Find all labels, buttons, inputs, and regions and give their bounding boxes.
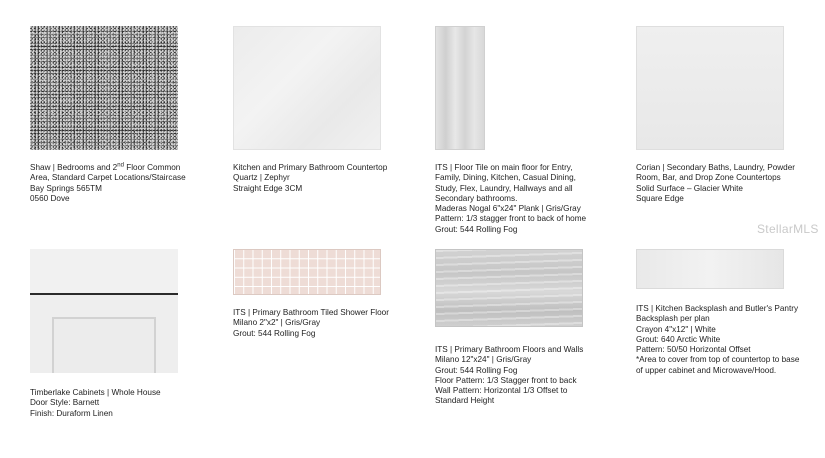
caption-line: Milano 12"x24" | Gris/Gray (435, 355, 532, 365)
caption-line: Shaw | Bedrooms and 2nd Floor Common (30, 162, 181, 172)
caption-line: Family, Dining, Kitchen, Casual Dining, (435, 173, 576, 183)
backsplash-tile-swatch (636, 249, 784, 289)
caption-line: Backsplash per plan (636, 314, 710, 324)
caption-line: Door Style: Barnett (30, 398, 100, 408)
quartz-countertop-swatch (233, 26, 381, 150)
cabinet-door-panel (52, 317, 156, 373)
caption-line: Straight Edge 3CM (233, 183, 303, 193)
caption-line: *Area to cover from top of countertop to base (636, 355, 800, 365)
corian-caption (636, 163, 795, 204)
caption-line: Grout: 544 Rolling Fog (435, 224, 518, 234)
caption-line: Secondary bathrooms. (435, 193, 518, 203)
caption-line: 0560 Dove (30, 193, 70, 203)
milano-tile-swatch (435, 249, 583, 327)
watermark: StellarMLS (757, 222, 819, 236)
caption-line: Floor Pattern: 1/3 Stagger front to back (435, 375, 577, 385)
caption-line: Study, Flex, Laundry, Hallways and all (435, 183, 573, 193)
caption-line: Milano 2"x2" | Gris/Gray (233, 318, 321, 328)
caption-line: Solid Surface – Glacier White (636, 183, 743, 193)
caption-line: ITS | Kitchen Backsplash and Butler's Pantry (636, 304, 799, 313)
caption-line: Finish: Duraform Linen (30, 408, 113, 418)
backsplash-caption (636, 304, 799, 376)
caption-line: Corian | Secondary Baths, Laundry, Powder (636, 163, 795, 172)
caption-line: ITS | Primary Bathroom Floors and Walls (435, 345, 584, 354)
shower-floor-mosaic-swatch (233, 249, 381, 295)
caption-line: Quartz | Zephyr (233, 173, 290, 183)
caption-line: ITS | Primary Bathroom Tiled Shower Floor (233, 308, 389, 317)
caption-line: Standard Height (435, 396, 495, 406)
caption-line: Timberlake Cabinets | Whole House (30, 388, 161, 397)
caption-line: ITS | Floor Tile on main floor for Entry, (435, 163, 573, 172)
caption-line: Crayon 4"x12" | White (636, 324, 716, 334)
carpet-caption (30, 163, 186, 204)
caption-line: Grout: 640 Arctic White (636, 334, 721, 344)
caption-line: Room, Bar, and Drop Zone Countertops (636, 173, 781, 183)
caption-line: Grout: 544 Rolling Fog (233, 328, 316, 338)
caption-line: Pattern: 1/3 stagger front to back of home (435, 214, 587, 224)
caption-line: Pattern: 50/50 Horizontal Offset (636, 345, 751, 355)
caption-line: Maderas Nogal 6"x24" Plank | Gris/Gray (435, 204, 581, 214)
caption-line: Grout: 544 Rolling Fog (435, 365, 518, 375)
caption-line: of upper cabinet and Microwave/Hood. (636, 365, 777, 375)
floor-tile-caption (435, 163, 586, 235)
cabinet-drawer-front (30, 249, 178, 295)
quartz-caption (233, 163, 387, 194)
shower-floor-caption (233, 308, 389, 339)
cabinet-caption (30, 388, 161, 419)
caption-line: Wall Pattern: Horizontal 1/3 Offset to (435, 386, 568, 396)
carpet-swatch (30, 26, 178, 150)
caption-line: Bay Springs 565TM (30, 183, 102, 193)
corian-solid-surface-swatch (636, 26, 784, 150)
caption-line: Kitchen and Primary Bathroom Countertop (233, 163, 388, 172)
floor-tile-plank-swatch (435, 26, 485, 150)
caption-line: Square Edge (636, 193, 684, 203)
caption-line: Area, Standard Carpet Locations/Staircase (30, 173, 186, 183)
cabinet-door-swatch (30, 249, 178, 373)
primary-bath-tile-caption (435, 345, 583, 407)
